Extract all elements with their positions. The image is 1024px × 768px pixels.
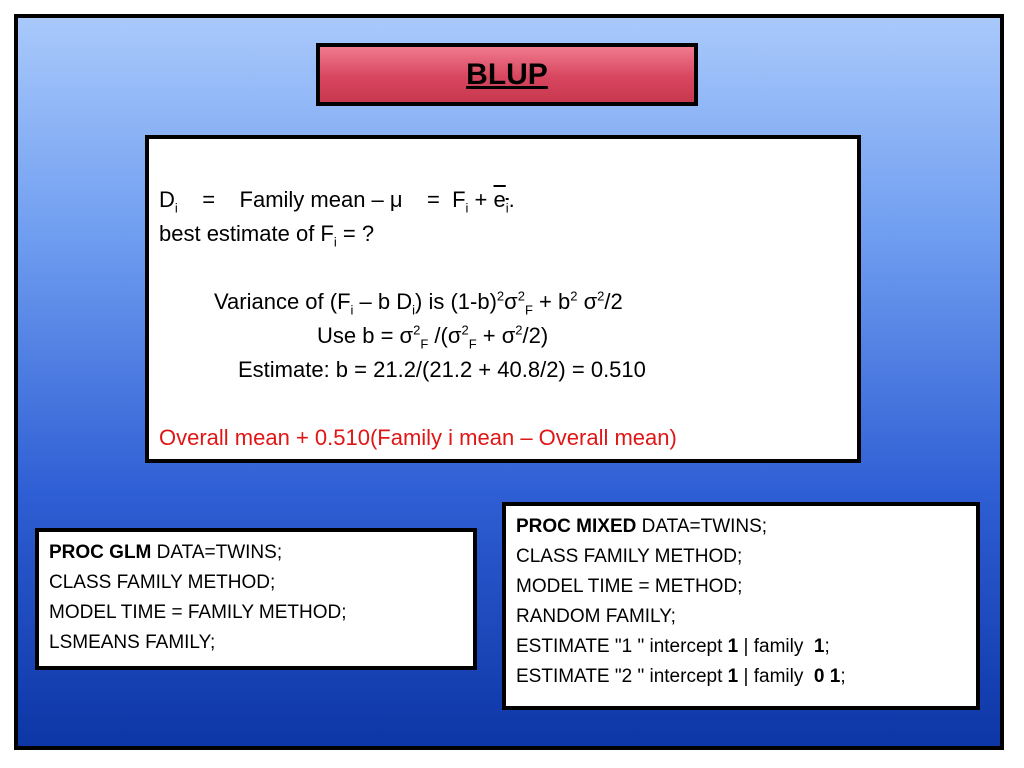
code-text: | family [738,666,814,687]
code-text: DATA=TWINS; [636,516,768,537]
variance-text: Variance of (F [214,289,351,314]
period: . [508,187,515,212]
code-bold: 1 [727,666,739,687]
proc-keyword: PROC MIXED [516,516,637,537]
code-text: ; [840,666,846,687]
variance-text: + b [532,289,571,314]
code-bold: 1 [727,636,739,657]
subscript: i [465,200,469,216]
code-line: RANDOM FAMILY; [516,606,676,627]
formula-box [145,135,861,463]
subscript: F [524,302,533,318]
code-line: CLASS FAMILY METHOD; [49,572,276,593]
code-text: ESTIMATE "2 " intercept [516,666,728,687]
blup-result-line: Overall mean + 0.510(Family i mean – Overall mean) [159,425,677,450]
use-b-text: /(σ [428,323,462,348]
subscript: i [174,200,178,216]
subscript: i [505,200,509,216]
sigma-symbol: σ [504,289,518,314]
code-line: MODEL TIME = METHOD; [516,576,743,597]
code-line: LSMEANS FAMILY; [49,632,216,653]
use-b-line [159,319,857,353]
proc-keyword: PROC GLM [49,542,152,563]
code-line [516,662,966,692]
superscript: 2 [515,322,523,338]
spacer [159,387,857,421]
slide [14,14,1004,750]
spacer [159,251,857,285]
code-line: MODEL TIME = FAMILY METHOD; [49,602,347,623]
e-bar [493,187,509,216]
proc-glm-box [35,528,477,670]
code-text: ; [824,636,830,657]
best-estimate-line [159,217,857,251]
family-mean-text: = Family mean – μ = F [177,187,466,212]
slide-title: BLUP [466,58,548,91]
code-line [516,632,966,662]
use-b-text: /2) [522,323,549,348]
variance-text: /2 [604,289,623,314]
variance-text: – b D [353,289,413,314]
superscript: 2 [461,322,469,338]
code-line [516,512,966,542]
question-text: = ? [336,221,375,246]
definition-line [159,183,857,217]
code-text: DATA=TWINS; [151,542,283,563]
d-symbol: D [159,187,175,212]
code-bold: 0 1 [813,666,841,687]
subscript: i [333,234,337,250]
title-box [316,43,698,106]
subscript: i [350,302,354,318]
superscript: 2 [597,288,605,304]
best-estimate-text: best estimate of F [159,221,334,246]
superscript: 2 [517,288,525,304]
estimate-line: Estimate: b = 21.2/(21.2 + 40.8/2) = 0.510 [238,357,646,382]
superscript: 2 [496,288,505,304]
sigma-symbol: σ [577,289,598,314]
subscript: F [420,336,429,352]
proc-mixed-box [502,502,980,710]
code-line: CLASS FAMILY METHOD; [516,546,743,567]
use-b-text: Use b = σ [317,323,414,348]
code-line [49,538,463,568]
superscript: 2 [413,322,421,338]
plus-text: + [468,187,494,212]
subscript: i [412,302,416,318]
code-text: | family [738,636,814,657]
e-symbol: e [493,187,506,212]
variance-line [159,285,857,319]
code-bold: 1 [813,636,825,657]
superscript: 2 [570,288,578,304]
subscript: F [468,336,477,352]
variance-text: ) is (1-b) [415,289,497,314]
code-text: ESTIMATE "1 " intercept [516,636,728,657]
use-b-text: + σ [476,323,516,348]
